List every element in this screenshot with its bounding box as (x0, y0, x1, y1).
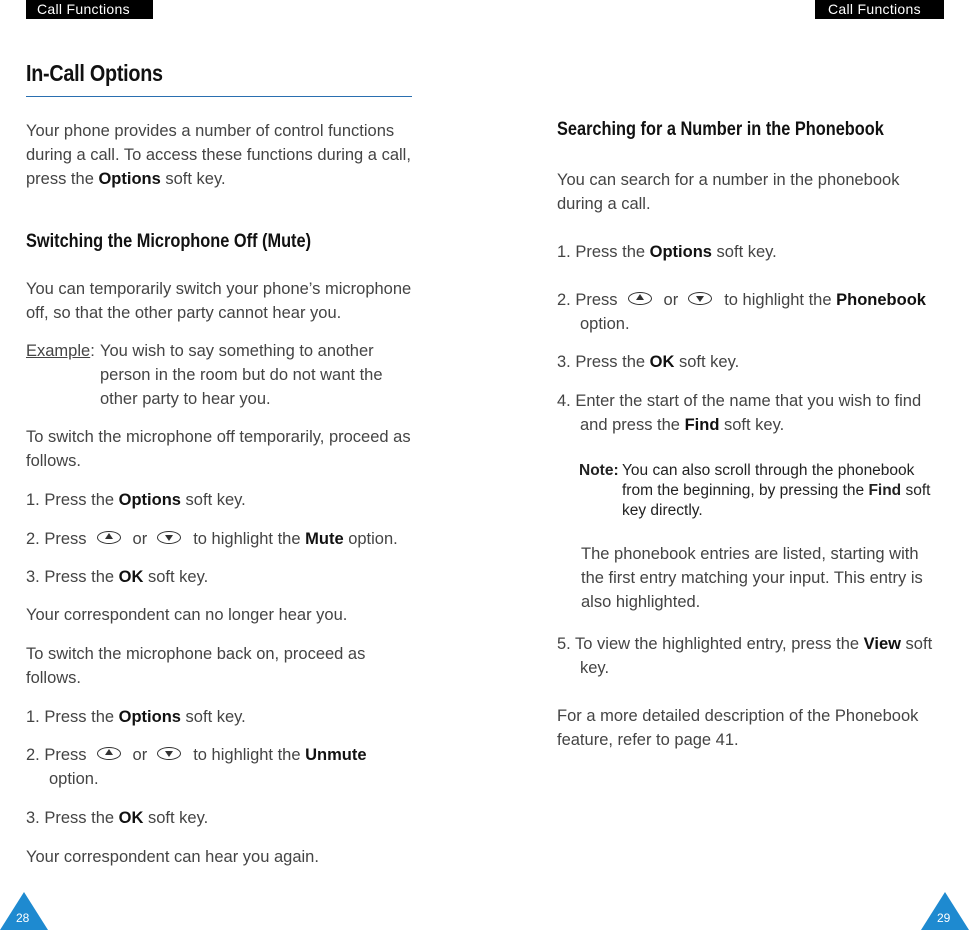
note-text: You can also scroll through the phonebook from the beginning, by pressing the Find soft key directly. (622, 462, 931, 519)
note-label: Note: (579, 462, 619, 479)
on-step-2: 2. Press or to highlight the Unmute (26, 746, 367, 764)
title-divider (26, 96, 412, 97)
pb-step-2: 2. Press or to highlight the Phonebook (557, 291, 926, 309)
hear-again-text: Your correspondent can hear you again. (26, 848, 319, 866)
up-key-icon (97, 531, 121, 544)
page-number-left: 28 (0, 892, 48, 930)
header-tab-right: Call Functions (815, 0, 944, 19)
phonebook-intro: You can search for a number in the phonebook during a call. (557, 171, 900, 213)
on-intro: To switch the microphone back on, proceed as follows. (26, 645, 366, 687)
down-key-icon (157, 747, 181, 760)
off-intro: To switch the microphone off temporarily, proceed as follows. (26, 428, 411, 470)
up-key-icon (97, 747, 121, 760)
pb-step-4: 4. Enter the start of the name that you wish to find and press the Find soft key. (557, 392, 922, 434)
page-number-right: 29 (921, 892, 969, 930)
example-label: Example: (26, 342, 95, 360)
mute-intro: You can temporarily switch your phone’s microphone off, so that the other party cannot hear you. (26, 280, 412, 322)
pb-step-2-cont: option. (580, 315, 630, 333)
pb-step-3: 3. Press the OK soft key. (557, 353, 740, 371)
off-step-2: 2. Press or to highlight the Mute option. (26, 530, 398, 548)
mute-heading: Switching the Microphone Off (Mute) (26, 231, 312, 252)
intro-paragraph: Your phone provides a number of control functions during a call. To access these functions during a call, press the Options soft key. (26, 122, 411, 188)
off-step-1: 1. Press the Options soft key. (26, 491, 246, 509)
on-step-2-cont: option. (49, 770, 99, 788)
more-info-text: For a more detailed description of the Phonebook feature, refer to page 41. (557, 707, 919, 749)
off-step-3: 3. Press the OK soft key. (26, 568, 209, 586)
on-step-3: 3. Press the OK soft key. (26, 809, 209, 827)
page-title: In-Call Options (26, 60, 163, 86)
no-longer-text: Your correspondent can no longer hear you. (26, 606, 348, 624)
pb-step-5: 5. To view the highlighted entry, press the View soft key. (557, 635, 933, 677)
listed-text: The phonebook entries are listed, starting with the first entry matching your input. This entry is also highlighted. (581, 545, 923, 611)
on-step-1: 1. Press the Options soft key. (26, 708, 246, 726)
pb-step-1: 1. Press the Options soft key. (557, 243, 777, 261)
phonebook-heading: Searching for a Number in the Phonebook (557, 119, 884, 140)
example-text: You wish to say something to another person in the room but do not want the other party to hear you. (100, 342, 383, 408)
down-key-icon (157, 531, 181, 544)
down-key-icon (688, 292, 712, 305)
up-key-icon (628, 292, 652, 305)
header-tab-left: Call Functions (26, 0, 153, 19)
